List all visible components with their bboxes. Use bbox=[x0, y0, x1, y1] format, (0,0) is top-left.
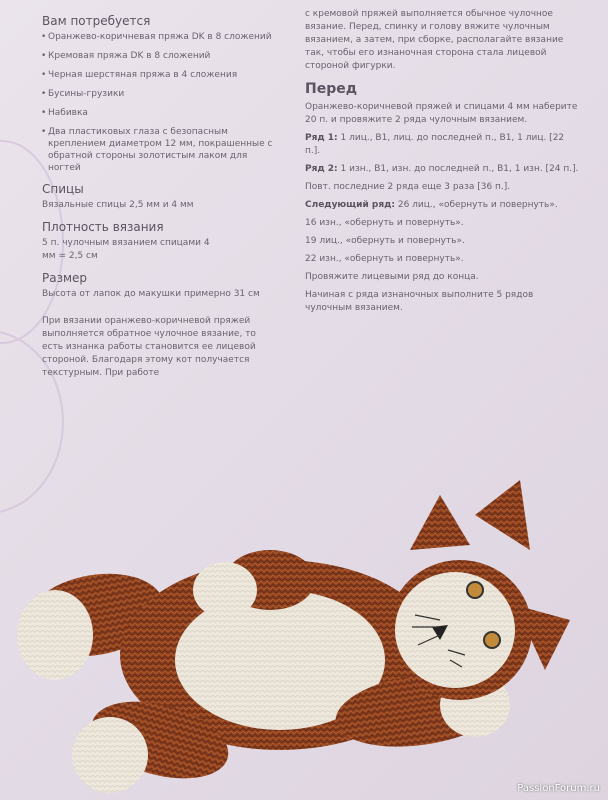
list-item: • Кремовая пряжа DK в 8 сложений bbox=[42, 50, 277, 62]
list-item: • Черная шерстяная пряжа в 4 сложения bbox=[42, 69, 277, 81]
list-item: • Бусины-грузики bbox=[42, 88, 277, 100]
needles-heading: Спицы bbox=[42, 182, 84, 196]
cat-head bbox=[388, 480, 570, 700]
line-19: 19 лиц., «обернуть и повернуть». bbox=[305, 236, 465, 246]
line-22: 22 изн., «обернуть и повернуть». bbox=[305, 254, 464, 264]
left-column bbox=[42, 0, 277, 380]
repeat-text: Повт. последние 2 ряда еще 3 раза [36 п.]. bbox=[305, 182, 511, 192]
materials-list bbox=[42, 31, 277, 174]
row-1 bbox=[305, 132, 580, 158]
row-label: Следующий ряд: bbox=[305, 200, 395, 210]
row-label: Ряд 2: bbox=[305, 164, 338, 174]
row-label: Ряд 1: bbox=[305, 133, 338, 143]
list-item: • Два пластиковых глаза с безопасным креплением диаметром 12 мм, покрашенные с обратной стороны золотистым лаком для ногтей bbox=[42, 126, 277, 174]
front-text: Оранжево-коричневой пряжей и спицами 4 мм наберите 20 п. и провяжите 2 ряда чулочным вязанием. bbox=[305, 102, 578, 125]
size-heading: Размер bbox=[42, 271, 88, 285]
list-item: • Набивка bbox=[42, 107, 277, 119]
list-item: • Оранжево-коричневая пряжа DK в 8 сложений bbox=[42, 31, 277, 43]
gauge-text: 5 п. чулочным вязанием спицами 4 мм = 2,5 см bbox=[42, 238, 210, 261]
intro-text: При вязании оранжево-коричневой пряжей выполняется обратное чулочное вязание, то есть изнанка работы становится ее лицевой стороной. Благодаря этому кот получается текстурным. При работе bbox=[42, 316, 256, 378]
needles-text: Вязальные спицы 2,5 мм и 4 мм bbox=[42, 200, 194, 210]
gauge-heading: Плотность вязания bbox=[42, 220, 164, 234]
intro-continued: с кремовой пряжей выполняется обычное чулочное вязание. Перед, спинку и голову вяжите чулочным вязанием, а затем, при сборке, располагайте вязание так, чтобы его изнаночная сторона стала лицевой стороной фигурки. bbox=[305, 9, 564, 71]
finish-text: Провяжите лицевыми ряд до конца. bbox=[305, 272, 479, 282]
row-text: 26 лиц., «обернуть и повернуть». bbox=[397, 200, 558, 210]
row-2 bbox=[305, 163, 580, 176]
next-row bbox=[305, 199, 580, 212]
watermark: PassionForum.ru bbox=[517, 783, 600, 794]
purl-text: Начиная с ряда изнаночных выполните 5 рядов чулочным вязанием. bbox=[305, 290, 534, 313]
front-heading: Перед bbox=[305, 81, 358, 97]
right-column bbox=[305, 0, 580, 320]
need-heading: Вам потребуется bbox=[42, 14, 151, 28]
row-text: 1 изн., В1, изн. до последней п., В1, 1 изн. [24 п.]. bbox=[340, 164, 579, 174]
size-text: Высота от лапок до макушки примерно 31 см bbox=[42, 289, 260, 299]
knitted-cat-photo bbox=[0, 455, 608, 800]
row-text: 1 лиц., В1, лиц. до последней п., В1, 1 лиц. [22 п.]. bbox=[305, 133, 565, 156]
line-16: 16 изн., «обернуть и повернуть». bbox=[305, 218, 464, 228]
